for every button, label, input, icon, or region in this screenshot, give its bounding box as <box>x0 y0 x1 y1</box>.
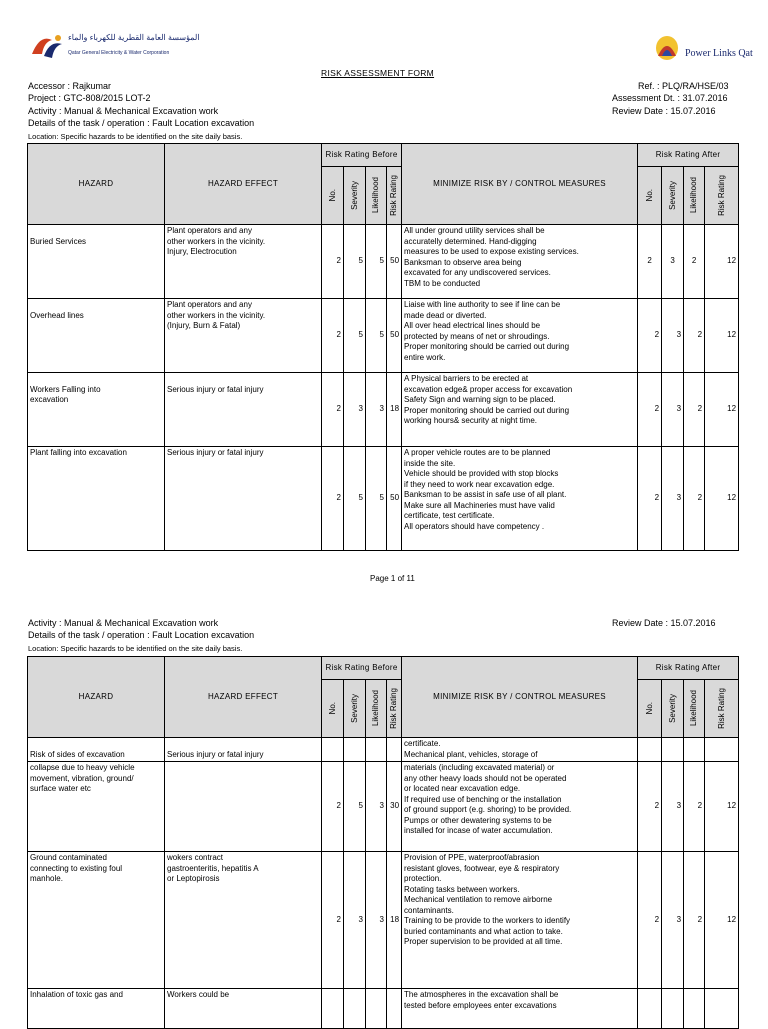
before-no-cell: 2 <box>322 762 344 852</box>
header-control-measures: MINIMIZE RISK BY / CONTROL MEASURES <box>402 657 638 738</box>
effect-line: Serious injury or fatal injury <box>167 384 264 394</box>
after-likelihood-cell: 2 <box>684 852 705 989</box>
qgewc-arabic-name: المؤسسة العامة القطرية للكهرباء والماء <box>68 33 200 42</box>
after-no-cell: 2 <box>638 299 662 373</box>
measure-line: buried contaminants and what action to take. <box>404 926 563 936</box>
measure-line: any other heavy loads should not be operated <box>404 773 567 783</box>
before-risk-rating-cell: 50 <box>387 447 402 551</box>
qgewc-emblem-icon <box>30 32 66 62</box>
hazard-line: movement, vibration, ground/ <box>30 773 134 783</box>
location-note: Location: Specific hazards to be identified on the site daily basis. <box>28 644 243 653</box>
effect-line: wokers contract <box>167 853 224 862</box>
before-severity-cell <box>344 989 366 1029</box>
header-no: No. <box>327 702 337 715</box>
after-risk-rating-cell: 12 <box>705 373 739 447</box>
after-no-cell: 2 <box>638 447 662 551</box>
before-no-cell: 2 <box>322 225 344 299</box>
measure-line: Banksman to be assist in safe use of all plant. <box>404 490 567 499</box>
before-severity-cell: 5 <box>344 762 366 852</box>
hazard-line <box>30 300 162 311</box>
table-row <box>28 989 739 1029</box>
hazard-cell <box>28 447 165 551</box>
before-likelihood-cell: 5 <box>366 225 387 299</box>
measure-line: excavation edge& proper access for excavation <box>404 384 573 394</box>
before-risk-rating-cell: 30 <box>387 762 402 852</box>
header-severity: Severity <box>349 694 359 723</box>
hazard-effect-cell <box>165 299 322 373</box>
accessor: Accessor : Rajkumar <box>28 81 112 91</box>
effect-line: Serious injury or fatal injury <box>167 448 264 457</box>
table-row <box>28 299 739 373</box>
hazard-line: surface water etc <box>30 784 91 793</box>
activity: Activity : Manual & Mechanical Excavation work <box>28 106 219 116</box>
before-risk-rating-cell: 18 <box>387 373 402 447</box>
before-likelihood-cell: 3 <box>366 373 387 447</box>
header-severity: Severity <box>667 181 677 210</box>
header-risk-rating: Risk Rating <box>389 688 399 729</box>
after-severity-cell: 3 <box>662 852 684 989</box>
after-severity-cell: 3 <box>662 225 684 299</box>
measure-line: inside the site. <box>404 458 456 468</box>
header-risk-after: Risk Rating After <box>638 657 739 680</box>
measure-line: Proper supervision to be provided at all time. <box>404 937 563 946</box>
header-control-measures: MINIMIZE RISK BY / CONTROL MEASURES <box>402 144 638 225</box>
before-risk-rating-cell: 50 <box>387 225 402 299</box>
measure-line: Mechanical ventilation to remove airborne <box>404 895 553 904</box>
header-hazard: HAZARD <box>28 144 165 225</box>
header-risk-before: Risk Rating Before <box>322 657 402 680</box>
measure-line: protected by means of net or shroudings. <box>404 331 550 341</box>
measure-line: All over head electrical lines should be <box>404 321 541 330</box>
table-row <box>28 852 739 989</box>
effect-line: (Injury, Burn & Fatal) <box>167 321 241 330</box>
hazard-line: Overhead lines <box>30 310 84 320</box>
qgewc-english-name: Qatar General Electricity & Water Corporation <box>68 50 170 56</box>
measure-line: or located near excavation edge. <box>404 784 521 793</box>
effect-line: other workers in the vicinity. <box>167 236 266 246</box>
measure-line: Proper monitoring should be carried out during <box>404 342 570 351</box>
measure-line: excavated for any undiscovered services. <box>404 268 551 277</box>
after-no-cell: 2 <box>638 762 662 852</box>
hazard-line: connecting to existing foul <box>30 863 123 873</box>
before-likelihood-cell: 5 <box>366 447 387 551</box>
after-risk-rating-cell: 12 <box>705 225 739 299</box>
before-severity-cell: 5 <box>344 447 366 551</box>
powerlinks-name: Power Links Qat <box>685 48 753 59</box>
measure-line: Training to be provide to the workers to identify <box>404 916 571 925</box>
measure-line: entire work. <box>404 352 446 362</box>
review-date: Review Date : 15.07.2016 <box>612 106 716 116</box>
measure-line: If required use of benching or the installation <box>404 794 562 804</box>
hazard-cell <box>28 225 165 299</box>
reference: Ref. : PLQ/RA/HSE/03 <box>638 81 729 91</box>
after-risk-rating-cell: 12 <box>705 447 739 551</box>
control-measures-cell <box>402 447 638 551</box>
after-likelihood-cell: 2 <box>684 225 705 299</box>
measure-line: All operators should have competency . <box>404 521 545 531</box>
measure-line: installed for incase of water accumulation. <box>404 826 553 835</box>
before-likelihood-cell: 5 <box>366 299 387 373</box>
control-measures-cell <box>402 225 638 299</box>
after-severity-cell: 3 <box>662 373 684 447</box>
measure-line: certificate, test certificate. <box>404 511 495 520</box>
before-no-cell: 2 <box>322 852 344 989</box>
before-likelihood-cell: 3 <box>366 852 387 989</box>
hazard-line: Plant falling into excavation <box>30 448 127 457</box>
after-risk-rating-cell <box>705 989 739 1029</box>
header-risk-rating: Risk Rating <box>716 175 726 216</box>
effect-line: gastroenteritis, hepatitis A <box>167 863 259 873</box>
before-no-cell: 2 <box>322 373 344 447</box>
after-likelihood-cell: 2 <box>684 373 705 447</box>
control-measures-cell <box>402 738 638 762</box>
measure-line: Rotating tasks between workers. <box>404 884 520 894</box>
hazard-line: Ground contaminated <box>30 853 107 862</box>
hazard-line: excavation <box>30 395 69 404</box>
page-number: Page 1 of 11 <box>370 574 415 583</box>
measure-line: certificate. <box>404 739 441 748</box>
measure-line: A proper vehicle routes are to be planned <box>404 448 551 457</box>
activity: Activity : Manual & Mechanical Excavation work <box>28 618 219 628</box>
qgewc-logo <box>30 30 200 66</box>
after-severity-cell <box>662 989 684 1029</box>
powerlinks-logo <box>650 34 768 64</box>
header-risk-before: Risk Rating Before <box>322 144 402 167</box>
after-no-cell: 2 <box>638 373 662 447</box>
hazard-line: collapse due to heavy vehicle <box>30 763 135 772</box>
before-no-cell: 2 <box>322 299 344 373</box>
after-no-cell: 2 <box>638 225 662 299</box>
after-no-cell: 2 <box>638 852 662 989</box>
after-severity-cell: 3 <box>662 299 684 373</box>
header-likelihood: Likelihood <box>689 177 699 214</box>
after-risk-rating-cell: 12 <box>705 852 739 989</box>
hazard-effect-cell <box>165 762 322 852</box>
table-row <box>28 738 739 762</box>
hazard-cell <box>28 989 165 1029</box>
hazard-cell <box>28 373 165 447</box>
hazard-effect-cell <box>165 225 322 299</box>
measure-line: The atmospheres in the excavation shall be <box>404 990 559 999</box>
header-risk-rating: Risk Rating <box>716 688 726 729</box>
after-severity-cell: 3 <box>662 447 684 551</box>
before-likelihood-cell <box>366 989 387 1029</box>
risk-table-page2 <box>27 656 739 1029</box>
measure-line: Banksman to observe area being <box>404 257 522 267</box>
control-measures-cell <box>402 373 638 447</box>
hazard-line: Buried Services <box>30 236 87 246</box>
table-row <box>28 225 739 299</box>
effect-line <box>167 374 319 385</box>
header-no: No. <box>644 189 654 202</box>
measure-line: Vehicle should be provided with stop blocks <box>404 469 559 478</box>
assessment-date: Assessment Dt. : 31.07.2016 <box>612 93 728 103</box>
measure-line: Mechanical plant, vehicles, storage of <box>404 749 538 759</box>
measure-line: if they need to work near excavation edge. <box>404 479 555 489</box>
header-hazard: HAZARD <box>28 657 165 738</box>
measure-line: tested before employees enter excavations <box>404 1000 557 1010</box>
hazard-cell <box>28 762 165 852</box>
effect-line: or Leptopirosis <box>167 874 220 883</box>
hazard-line <box>30 374 162 385</box>
measure-line: measures to be used to expose existing services. <box>404 247 579 256</box>
table-row <box>28 447 739 551</box>
measure-line: Proper monitoring should be carried out during <box>404 405 570 415</box>
measure-line: Pumps or other dewatering systems to be <box>404 815 552 825</box>
measure-line: All under ground utility services shall be <box>404 226 545 235</box>
after-likelihood-cell: 2 <box>684 299 705 373</box>
measure-line: Safety Sign and warning sign to be placed. <box>404 395 556 404</box>
table-row <box>28 373 739 447</box>
after-risk-rating-cell: 12 <box>705 762 739 852</box>
hazard-cell <box>28 852 165 989</box>
hazard-line: Inhalation of toxic gas and <box>30 990 123 999</box>
task-details: Details of the task / operation : Fault Location excavation <box>28 118 255 128</box>
after-severity-cell: 3 <box>662 762 684 852</box>
before-severity-cell: 3 <box>344 373 366 447</box>
header-no: No. <box>327 189 337 202</box>
project: Project : GTC-808/2015 LOT-2 <box>28 93 151 103</box>
header-likelihood: Likelihood <box>689 690 699 727</box>
before-severity-cell: 5 <box>344 299 366 373</box>
after-risk-rating-cell: 12 <box>705 299 739 373</box>
effect-line: Plant operators and any <box>167 226 252 235</box>
control-measures-cell <box>402 989 638 1029</box>
measure-line: Make sure all Machineries must have valid <box>404 500 555 510</box>
hazard-effect-cell <box>165 447 322 551</box>
header-likelihood: Likelihood <box>371 177 380 214</box>
header-severity: Severity <box>349 181 359 210</box>
hazard-effect-cell: Serious injury or fatal injury <box>165 738 322 762</box>
powerlinks-emblem-icon <box>652 34 682 62</box>
effect-line: other workers in the vicinity. <box>167 310 266 320</box>
measure-line: Provision of PPE, waterproof/abrasion <box>404 853 540 862</box>
before-risk-rating-cell: 18 <box>387 852 402 989</box>
header-likelihood: Likelihood <box>371 690 380 727</box>
header-hazard-effect: HAZARD EFFECT <box>165 657 322 738</box>
hazard-line: manhole. <box>30 874 63 883</box>
before-likelihood-cell: 3 <box>366 762 387 852</box>
hazard-effect-cell <box>165 852 322 989</box>
measure-line: contaminants. <box>404 905 454 915</box>
before-severity-cell: 5 <box>344 225 366 299</box>
effect-line: Plant operators and any <box>167 300 252 309</box>
before-risk-rating-cell: 50 <box>387 299 402 373</box>
measure-line: A Physical barriers to be erected at <box>404 374 529 383</box>
control-measures-cell <box>402 852 638 989</box>
before-risk-rating-cell <box>387 989 402 1029</box>
before-no-cell: 2 <box>322 447 344 551</box>
measure-line: Liaise with line authority to see if line can be <box>404 300 561 309</box>
after-likelihood-cell: 2 <box>684 447 705 551</box>
control-measures-cell <box>402 299 638 373</box>
before-no-cell <box>322 989 344 1029</box>
after-likelihood-cell: 2 <box>684 762 705 852</box>
hazard-cell <box>28 299 165 373</box>
before-severity-cell: 3 <box>344 852 366 989</box>
measure-line: made dead or diverted. <box>404 310 487 320</box>
measure-line: protection. <box>404 874 442 883</box>
after-likelihood-cell <box>684 989 705 1029</box>
measure-line: accuratelly determined. Hand-digging <box>404 236 537 246</box>
header-no: No. <box>644 702 654 715</box>
review-date: Review Date : 15.07.2016 <box>612 618 716 628</box>
effect-line: Injury, Electrocution <box>167 247 237 256</box>
header-hazard-effect: HAZARD EFFECT <box>165 144 322 225</box>
task-details: Details of the task / operation : Fault Location excavation <box>28 630 255 640</box>
form-title: RISK ASSESSMENT FORM <box>321 68 435 78</box>
header-severity: Severity <box>667 694 677 723</box>
hazard-cell: Risk of sides of excavation <box>28 738 165 762</box>
header-risk-after: Risk Rating After <box>638 144 739 167</box>
hazard-line <box>30 226 162 237</box>
location-note: Location: Specific hazards to be identified on the site daily basis. <box>28 132 243 141</box>
hazard-effect-cell <box>165 373 322 447</box>
table-row <box>28 762 739 852</box>
measure-line: working hours& security at night time. <box>404 416 537 425</box>
after-no-cell <box>638 989 662 1029</box>
risk-table-page1 <box>27 143 739 551</box>
measure-line: resistant gloves, footwear, eye & respiratory <box>404 863 560 873</box>
measure-line: materials (including excavated material) or <box>404 763 555 772</box>
hazard-effect-cell <box>165 989 322 1029</box>
effect-line: Workers could be <box>167 990 230 999</box>
measure-line: of ground support (e.g. shoring) to be provided. <box>404 805 572 814</box>
measure-line: TBM to be conducted <box>404 278 481 288</box>
hazard-line: Workers Falling into <box>30 384 101 394</box>
header-risk-rating: Risk Rating <box>389 175 399 216</box>
control-measures-cell <box>402 762 638 852</box>
